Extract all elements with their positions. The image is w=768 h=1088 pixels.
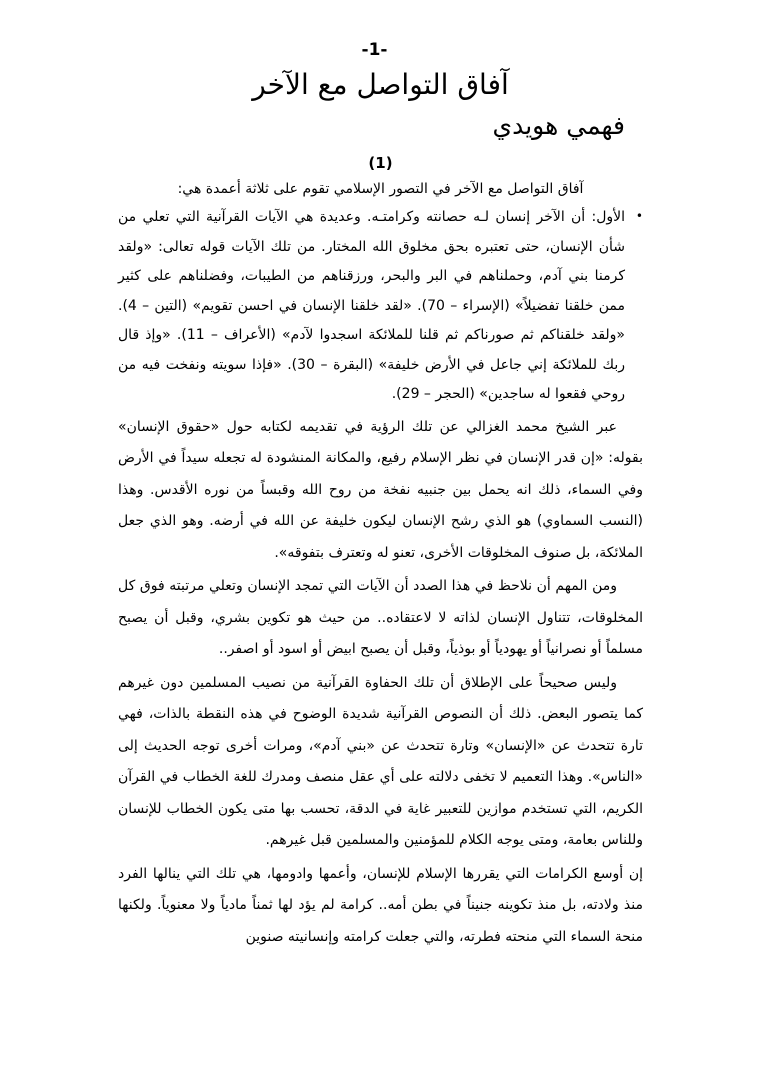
author-name: فهمي هويدي — [492, 111, 625, 140]
page-number: -1- — [361, 40, 388, 60]
bullet-icon: • — [635, 209, 643, 223]
body-paragraph-2: ومن المهم أن نلاحظ في هذا الصدد أن الآيات التي تمجد الإنسان وتعلي مرتبته فوق كل المخلوقات، تتناول الإنسان لذاته لا لاعتقاده.. من حيث هو تكوين بشري، وقبل أن يصبح مسلماً أو نصرانياً أو يهودياً أو بوذياً، وقبل أن يصبح ابيض أو اسود أو اصفر.. — [118, 578, 643, 657]
document-page — [118, 40, 643, 955]
intro-line: آفاق التواصل مع الآخر في التصور الإسلامي تقوم على ثلاثة أعمدة هي: — [177, 181, 584, 197]
body-paragraph-3: وليس صحيحاً على الإطلاق أن تلك الحفاوة القرآنية من نصيب المسلمين دون غيرهم كما يتصور البعض. ذلك أن النصوص القرآنية شديدة الوضوح في هذه النقطة بالذات، فهي تارة تتحدث عن «الإنسان» وتارة تتحدث عن «بني آدم»، ومرات أخرى توجه الحديث إلى «الناس». وهذا التعميم لا تخفى دلالته على أي عقل منصف ومدرك للغة الخطاب في القرآن الكريم، التي تستخدم موازين للتعبير غاية في الدقة، تحسب بها متى يكون الخطاب للإنسان وللناس بعامة، ومتى يوجه الكلام للمؤمنين والمسلمين قبل غيرهم. — [118, 674, 643, 848]
body-paragraph-1: عبر الشيخ محمد الغزالي عن تلك الرؤية في تقديمه لكتابه حول «حقوق الإنسان» بقوله: «إن قدر الإنسان في نظر الإسلام رفيع، والمكانة المنشودة له تجعله سيداً في الأرض وفي السماء، ذلك انه يحمل بين جنبيه نفخة من روح الله وقبساً من نوره الأقدس. وهذا (النسب السماوي) هو الذي رشح الإنسان ليكون خليفة عن الله في أرضه. وهو الذي جعل الملائكة، بل صنوف المخلوقات الأخرى، تعنو له وتعترف بتفوقه». — [118, 418, 643, 561]
body-paragraph-4: إن أوسع الكرامات التي يقررها الإسلام للإنسان، وأعمها وادومها، هي تلك التي ينالها الفرد منذ ولادته، بل منذ تكوينه جنيناً في بطن أمه.. كرامة لم يؤد لها ثمناً مادياً ولا معنوياً. ولكنها منحة السماء التي منحته فطرته، والتي جعلت كرامته وإنسانيته صنوين — [118, 865, 643, 945]
bullet-paragraph: الأول: أن الآخر إنسان لـه حصانته وكرامتـه. وعديدة هي الآيات القرآنية التي تعلي من شأن الإنسان، حتى تعتبره بحق مخلوق الله المختار. من تلك الآيات قوله تعالى: «ولقد كرمنا بني آدم، وحملناهم في البر والبحر، ورزقناهم من الطيبات، وفضلناهم على كثير ممن خلقنا تفضيلاً» (الإسراء – 70). «لقد خلقنا الإنسان في احسن تقويم» (التين – 4). «ولقد خلقناكم ثم صورناكم ثم قلنا للملائكة اسجدوا لآدم» (الأعراف – 11). «وإذ قال ربك للملائكة إني جاعل في الأرض خليفة» (البقرة – 30). «فإذا سويته ونفخت فيه من روحي فقعوا له ساجدين» (الحجر – 29). — [118, 209, 625, 402]
bullet-list-item — [118, 203, 643, 412]
section-number: (1) — [368, 154, 393, 172]
article-title: آفاق التواصل مع الآخر — [252, 68, 509, 101]
